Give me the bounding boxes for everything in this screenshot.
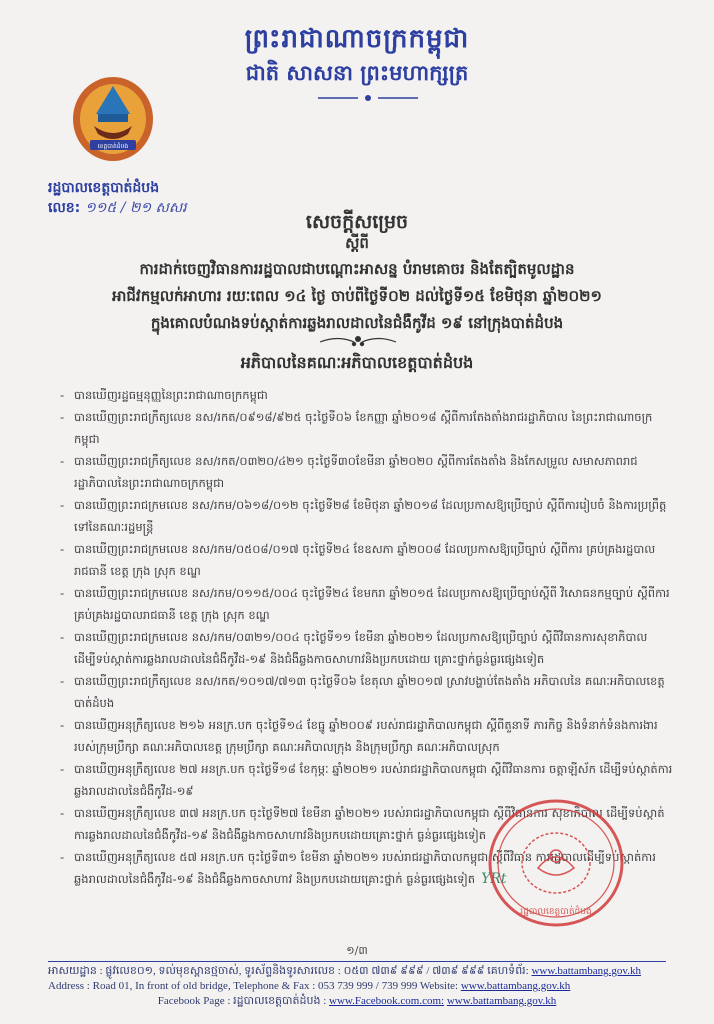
list-item: - បានឃើញព្រះរាជក្រមលេខ នស/រកម/០៣២១/០០៤ ចុះថ្ងៃទី១១ ខែមីនា ឆ្នាំ២០២១ ដែលប្រកាសឱ្យប្រើច្បាប់ ស្តីពីវិធានការសុខាភិបាលដើម្បីទប់ស្កាត់ការឆ្លងរាលដាលនៃជំងឺកូវីដ-១៩ និងជំងឺឆ្លងកាចសាហាវនិងប្រកបដោយ គ្រោះថ្នាក់ធ្ងន់ធ្ងរផ្សេងទៀត (60, 626, 674, 670)
list-item: - បានឃើញព្រះរាជក្រមលេខ នស/រកម/០៥០៨/០១៧ ចុះថ្ងៃទី២៤ ខែឧសភា ឆ្នាំ២០០៨ ដែលប្រកាសឱ្យប្រើច្បាប់ ស្តីពីការ គ្រប់គ្រងរដ្ឋបាលរាជធានី ខេត្ត ក្រុង ស្រុក ខណ្ឌ (60, 538, 674, 582)
list-item: - បានឃើញព្រះរាជក្រឹត្យលេខ នស/រកត/១០១៧/៧១៣ ចុះថ្ងៃទី០៦ ខែតុលា ឆ្នាំ២០១៧ ស្រាវបង្ហាប់តែងតាំង អភិបាលនៃ គណៈអភិបាលខេត្តបាត់ដំបង (60, 670, 674, 714)
footer-facebook-label: Facebook Page : រដ្ឋបាលខេត្តបាត់ដំបង (157, 995, 321, 1007)
document-type-title: សេចក្តីសម្រេច (305, 211, 409, 233)
document-subject (48, 256, 666, 337)
footer-address-en (48, 979, 666, 994)
list-item-text: បានឃើញអនុក្រឹត្យលេខ ៥៧ អនក្រ.បក ចុះថ្ងៃទី៣១ ខែមីនា ឆ្នាំ២០២១ របស់រាជរដ្ឋាភិបាលកម្ពុជា ស្តីពីវិធាន ការរដ្ឋបាលដើម្បីទប់ស្កាត់ការឆ្លងរាលដាលនៃជំងឺកូវីដ-១៩ និងជំងឺឆ្លងកាចសាហាវ និងប្រកបដោយគ្រោះថ្នាក់ ធ្ងន់ធ្ងរផ្សេងទៀត (74, 850, 656, 886)
issuing-authority: រដ្ឋបាលខេត្តបាត់ដំបង (48, 180, 160, 196)
seal-text: រដ្ឋបាលខេត្តបាត់ដំបង (520, 907, 592, 917)
national-motto: ជាតិ សាសនា ព្រះមហាក្សត្រ (245, 61, 469, 85)
list-item: - បានឃើញអនុក្រឹត្យលេខ ២៧ អនក្រ.បក ចុះថ្ងៃទី១៨ ខែកុម្ភៈ ឆ្នាំ២០២១ របស់រាជរដ្ឋាភិបាលកម្ពុជា ស្តីពីវិធានការ ចត្តាឡីស័ក ដើម្បីទប់ស្កាត់ការឆ្លងរាលដាលនៃជំងឺកូវីដ-១៩ (60, 758, 674, 802)
subject-line: អាជីវកម្មលក់អាហារ រយៈពេល ១៤ ថ្ងៃ ចាប់ពីថ្ងៃទី០២ ដល់ថ្ងៃទី១៥ ខែមិថុនា ឆ្នាំ២០២១ (112, 287, 602, 305)
footer-website-link-km[interactable]: www.battambang.gov.kh (531, 965, 641, 977)
authority-heading: អភិបាលនៃគណៈអភិបាលខេត្តបាត់ដំបង (240, 353, 474, 372)
logo-caption: ខេត្តបាត់ដំបង (97, 143, 129, 150)
footer-address-en-text: Address : Road 01, In front of old bridge, Telephone & Fax : 053 739 999 / 739 999 Website: (48, 980, 459, 992)
handwritten-initials: YRt (481, 871, 507, 887)
footer-facebook: Facebook Page : រដ្ឋបាលខេត្តបាត់ដំបង : www.Facebook.com.com: www.battambang.gov.kh (157, 995, 557, 1007)
footer-divider (48, 961, 666, 962)
footer-website-link-en[interactable]: www.battambang.gov.kh (460, 980, 571, 992)
document-about-label: ស្តីពី (345, 234, 369, 252)
province-logo-icon (70, 74, 156, 174)
list-item: - បានឃើញអនុក្រឹត្យលេខ ២១៦ អនក្រ.បក ចុះថ្ងៃទី១៤ ខែធ្នូ ឆ្នាំ២០០៩ របស់រាជរដ្ឋាភិបាលកម្ពុជា ស្តីពីតួនាទី ភារកិច្ច និងទំនាក់ទំនងការងាររបស់ក្រុមប្រឹក្សា គណៈអភិបាលខេត្ត ក្រុមប្រឹក្សា គណៈអភិបាលក្រុង និងក្រុមប្រឹក្សា គណៈអភិបាលស្រុក (60, 714, 674, 758)
list-item: - បានឃើញព្រះរាជក្រឹត្យលេខ នស/រកត/០៣២០/៤២១ ចុះថ្ងៃទី៣០ខែមីនា ឆ្នាំ២០២០ ស្តីពីការតែងតាំង និងកែសម្រួល សមាសភាពរាជរដ្ឋាភិបាលនៃព្រះរាជាណាចក្រកម្ពុជា (60, 450, 674, 494)
ornament-divider-icon (318, 93, 418, 103)
list-item: - បានឃើញព្រះរាជក្រមលេខ នស/រកម/០៦១៨/០១២ ចុះថ្ងៃទី២៨ ខែមិថុនា ឆ្នាំ២០១៨ ដែលប្រកាសឱ្យប្រើច្បាប់ ស្តីពីការរៀបចំ និងការប្រព្រឹត្តទៅនៃគណៈរដ្ឋមន្ត្រី (60, 494, 674, 538)
list-item: - បានឃើញរដ្ឋធម្មនុញ្ញនៃព្រះរាជាណាចក្រកម្ពុជា (60, 384, 674, 406)
list-item: - បានឃើញព្រះរាជក្រមលេខ នស/រកម/០១១៥/០០៤ ចុះថ្ងៃទី២៤ ខែមករា ឆ្នាំ២០១៥ ដែលប្រកាសឱ្យប្រើច្បាប់ស្តីពី វិសោធនកម្មច្បាប់ ស្តីពីការគ្រប់គ្រងរដ្ឋបាលរាជធានី ខេត្ត ក្រុង ស្រុក ខណ្ឌ (60, 582, 674, 626)
footer-address-km (48, 964, 666, 979)
footer-facebook-link[interactable]: www.Facebook.com.com: (329, 995, 445, 1007)
page-number: ១/៣ (346, 944, 368, 957)
footer-address-km-text: អាសយដ្ឋាន : ផ្លូវលេខ០១, ទល់មុខស្ពានថ្មចាស់, ទូរស័ព្ទនិងទូរសារលេខ : ០៥៣ ៧៣៩ ៩៩៩ / ៧៣៩ ៩៩៩ គេហទំព័រ: (48, 965, 529, 977)
subject-line: ការដាក់ចេញវិធានការរដ្ឋបាលជាបណ្តោះអាសន្ន បំរាមគោចរ និងតែត្បិតមូលដ្ឋាន (139, 260, 575, 278)
page-footer (48, 964, 666, 1009)
reference-value: ១១៥ / ២១ សសរ (85, 200, 187, 216)
kingdom-heading: ព្រះរាជាណាចក្រកម្ពុជា (244, 24, 470, 54)
reference-label: លេខ: (48, 200, 81, 216)
flourish-ornament-icon (318, 333, 398, 351)
list-item: - បានឃើញព្រះរាជក្រឹត្យលេខ នស/រកត/០៩១៨/៩២៥ ចុះថ្ងៃទី០៦ ខែកញ្ញា ឆ្នាំ២០១៨ ស្តីពីការតែងតាំងរាជរដ្ឋាភិបាល នៃព្រះរាជាណាចក្រកម្ពុជា (60, 406, 674, 450)
footer-site-link[interactable]: www.battambang.gov.kh (446, 995, 557, 1007)
subject-line: ក្នុងគោលបំណងទប់ស្កាត់ការឆ្លងរាលដាលនៃជំងឺកូវីដ ១៩ នៅក្រុងបាត់ដំបង (150, 314, 564, 332)
official-seal-stamp-icon (486, 796, 626, 930)
list-item: - បានឃើញអនុក្រឹត្យលេខ ៣៧ អនក្រ.បក ចុះថ្ងៃទី២៧ ខែមីនា ឆ្នាំ២០២១ របស់រាជរដ្ឋាភិបាលកម្ពុជា ស្តីពីវិធានការ សុខាភិបាល ដើម្បីទប់ស្កាត់ការឆ្លងរាលដាលនៃជំងឺកូវីដ-១៩ និងជំងឺឆ្លងកាចសាហាវនិងប្រកបដោយគ្រោះថ្នាក់ ធ្ងន់ធ្ងរផ្សេងទៀត (60, 802, 674, 846)
